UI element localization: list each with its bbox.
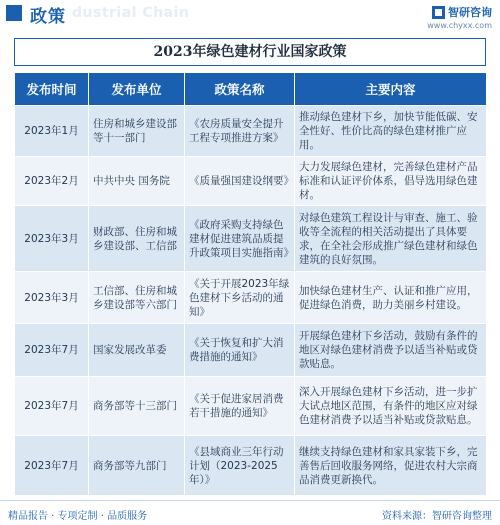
footer-source: 资料来源：智研咨询整理	[382, 511, 492, 522]
cell-unit: 中共中央 国务院	[89, 157, 185, 206]
column-header-content: 主要内容	[295, 73, 487, 106]
cell-policy-name: 《农房质量安全提升工程专项推进方案》	[185, 106, 295, 157]
section-title: 政策	[30, 7, 66, 27]
column-header-name: 政策名称	[185, 73, 295, 106]
cell-policy-name: 《质量强国建设纲要》	[185, 157, 295, 206]
brand-url: www.chyxx.com	[427, 21, 492, 30]
cell-unit: 工信部、住房和城乡建设部等六部门	[89, 272, 185, 324]
column-header-time: 发布时间	[15, 73, 89, 106]
table-row	[15, 206, 487, 272]
table-row	[15, 324, 487, 377]
header-bar	[0, 0, 500, 34]
column-header-unit: 发布单位	[89, 73, 185, 106]
footer-slogan: 精品报告 · 专项定制 · 品质服务	[8, 511, 148, 522]
brand-name: 智研咨询	[448, 6, 492, 19]
cell-time: 2023年2月	[15, 157, 89, 206]
cell-time: 2023年3月	[15, 272, 89, 324]
cell-unit: 国家发展改革委	[89, 324, 185, 377]
cell-policy-name: 《县域商业三年行动计划（2023-2025年）》	[185, 436, 295, 496]
cell-policy-name: 《政府采购支持绿色建材促进建筑品质提升政策项目实施指南》	[185, 206, 295, 272]
brand-logo-icon	[432, 6, 445, 19]
footer-bar	[0, 500, 500, 525]
cell-time: 2023年7月	[15, 324, 89, 377]
table-title-box	[14, 38, 486, 66]
brand	[427, 4, 492, 30]
cell-time: 2023年7月	[15, 436, 89, 496]
cell-policy-name: 《关于恢复和扩大消费措施的通知》	[185, 324, 295, 377]
cell-time: 2023年1月	[15, 106, 89, 157]
table-row	[15, 377, 487, 436]
cell-content: 加快绿色建材生产、认证和推广应用，促进绿色消费，助力美丽乡村建设。	[295, 272, 487, 324]
cell-policy-name: 《关于开展2023年绿色建材下乡活动的通知》	[185, 272, 295, 324]
cell-time: 2023年3月	[15, 206, 89, 272]
cell-content: 对绿色建筑工程设计与审查、施工、验收等全流程的相关活动提出了具体要求，在全社会形成推广绿色建材和绿色建筑的良好氛围。	[295, 206, 487, 272]
table-row	[15, 106, 487, 157]
table-row	[15, 272, 487, 324]
cell-unit: 商务部等九部门	[89, 436, 185, 496]
table-header-row	[15, 73, 487, 106]
cell-content: 继续支持绿色建材和家具家装下乡，完善售后回收服务网络，促进农村大宗商品消费更新换代。	[295, 436, 487, 496]
section-marker-icon	[6, 5, 22, 21]
cell-time: 2023年7月	[15, 377, 89, 436]
policy-table	[14, 72, 487, 496]
table-row	[15, 157, 487, 206]
cell-unit: 财政部、住房和城乡建设部、工信部	[89, 206, 185, 272]
header-watermark: dustrial Chain	[72, 5, 190, 21]
table-row	[15, 436, 487, 496]
cell-content: 推动绿色建材下乡，加快节能低碳、安全性好、性价比高的绿色建材推广应用。	[295, 106, 487, 157]
cell-content: 深入开展绿色建材下乡活动，进一步扩大试点地区范围，有条件的地区应对绿色建材消费予以适当补贴或贷款贴息。	[295, 377, 487, 436]
cell-unit: 住房和城乡建设部等十一部门	[89, 106, 185, 157]
cell-unit: 商务部等十三部门	[89, 377, 185, 436]
cell-content: 大力发展绿色建材，完善绿色建材产品标准和认证评价体系，倡导选用绿色建材。	[295, 157, 487, 206]
cell-content: 开展绿色建材下乡活动，鼓励有条件的地区对绿色建材消费予以适当补贴或贷款贴息。	[295, 324, 487, 377]
table-title: 2023年绿色建材行业国家政策	[153, 44, 347, 60]
cell-policy-name: 《关于促进家居消费若干措施的通知》	[185, 377, 295, 436]
